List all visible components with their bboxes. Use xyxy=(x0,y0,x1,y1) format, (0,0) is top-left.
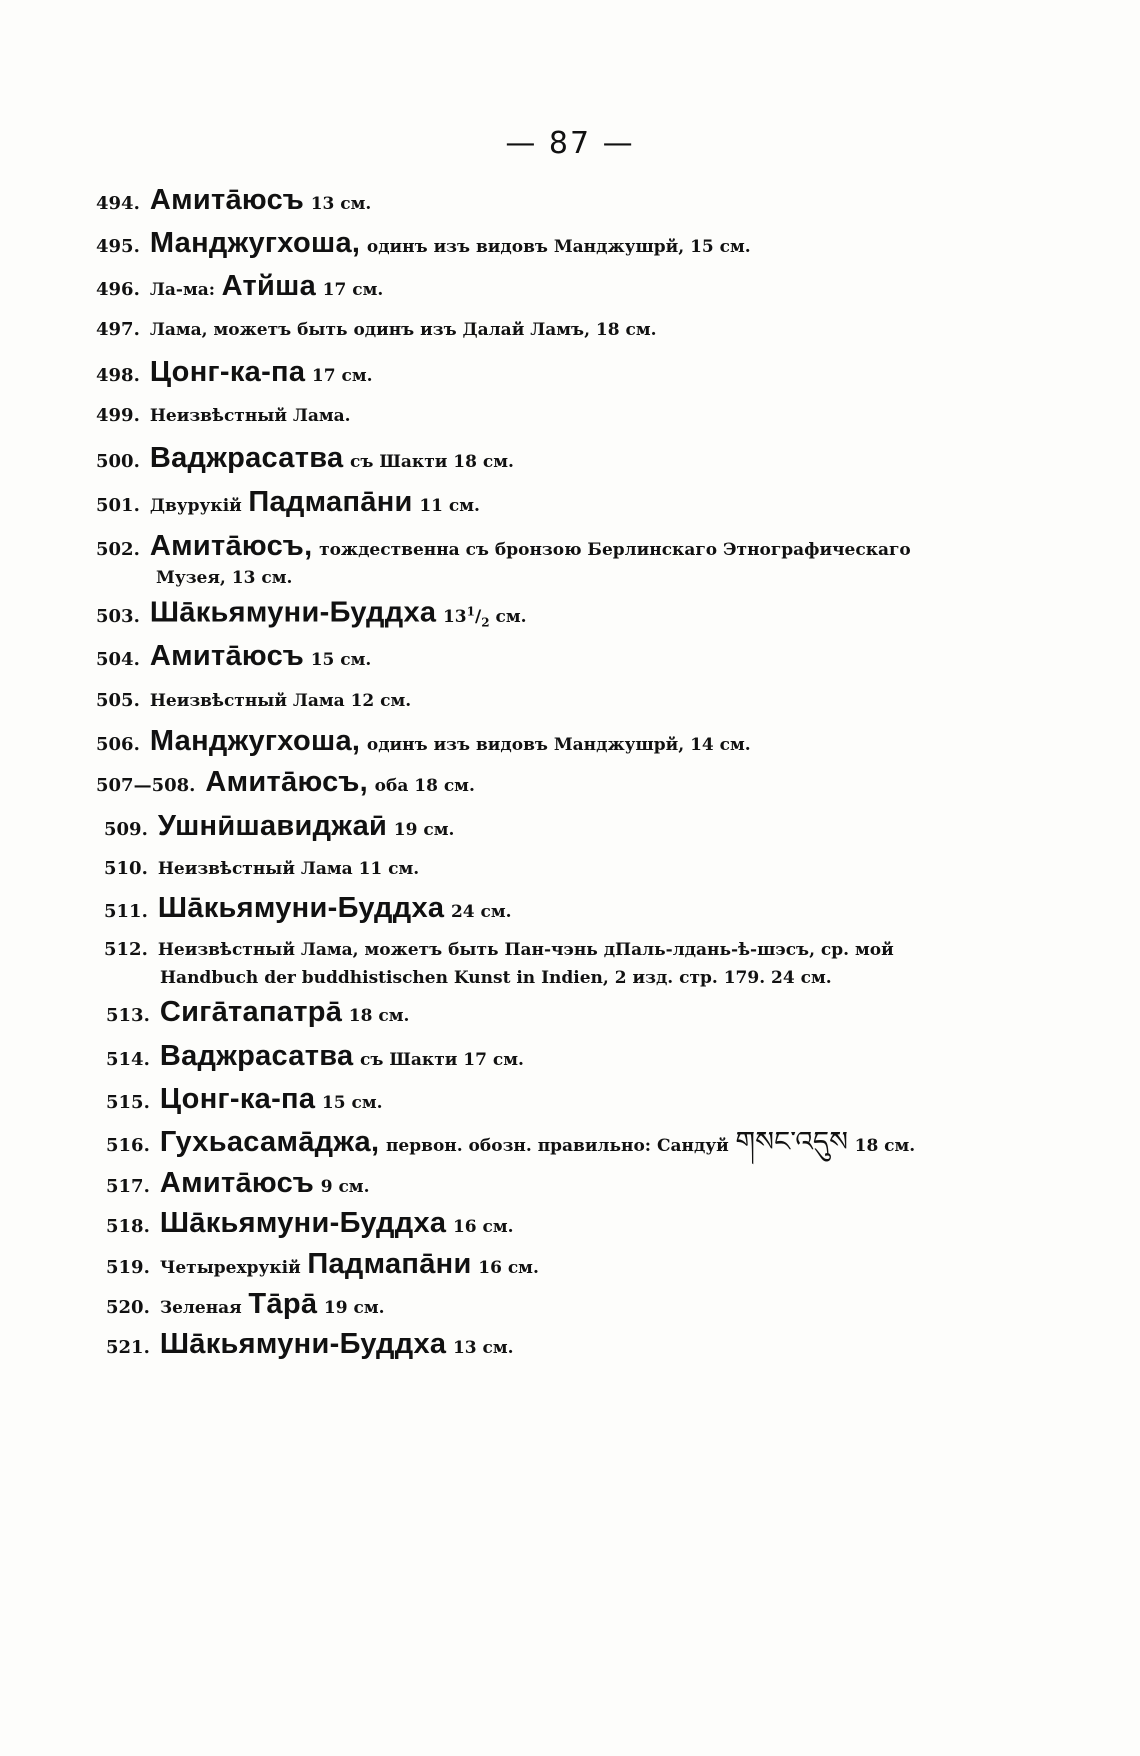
entry-name: Ваджрасатва xyxy=(149,442,344,474)
page-number: — 87 — xyxy=(505,126,635,161)
entry-number: 519. xyxy=(106,1257,150,1278)
entry-name: Амитāюсъ xyxy=(149,640,305,672)
entry-514 xyxy=(106,1042,524,1074)
entry-desc: оба 18 см. xyxy=(374,776,475,796)
entry-name: Лама, можетъ быть одинъ изъ Далай Ламъ, 18 см. xyxy=(149,320,657,340)
entry-desc: съ Шакти 17 см. xyxy=(360,1050,524,1070)
entry-520 xyxy=(106,1290,385,1322)
entry-desc: 18 см. xyxy=(348,1006,410,1026)
entry-513 xyxy=(106,998,409,1030)
entry-518 xyxy=(106,1209,514,1241)
entry-name: Амитāюсъ xyxy=(159,1167,315,1199)
entry-number: 503. xyxy=(96,605,140,627)
entry-name: Шāкьямуни-Буддха xyxy=(149,596,437,629)
entry-number: 514. xyxy=(106,1049,150,1070)
entry-desc: 19 см. xyxy=(393,820,455,840)
entry-desc: первон. обозн. правильно: Сандуй xyxy=(385,1136,729,1156)
entry-515 xyxy=(106,1085,383,1117)
entry-desc: 24 см. xyxy=(450,902,512,922)
entry-number: 512. xyxy=(104,939,148,960)
entry-number: 511. xyxy=(104,901,148,922)
entry-desc: 11 см. xyxy=(419,496,480,516)
entry-name: Ваджрасатва xyxy=(159,1040,354,1072)
entry-517 xyxy=(106,1169,370,1201)
entry-number: 509. xyxy=(104,819,148,840)
entry-511 xyxy=(104,894,512,926)
entry-498 xyxy=(96,358,373,390)
entry-501 xyxy=(96,488,480,520)
entry-name: Неизвѣстный Лама 11 см. xyxy=(157,859,420,879)
entry-503 xyxy=(96,597,527,636)
entry-name: Амитāюсъ, xyxy=(149,530,313,562)
entry-number: 494. xyxy=(96,193,140,214)
entry-number: 502. xyxy=(96,539,140,560)
entry-name: Тāрā xyxy=(248,1288,318,1320)
entry-name: Падмапāни xyxy=(307,1248,472,1280)
entry-497 xyxy=(96,315,657,344)
entry-number: 515. xyxy=(106,1092,150,1113)
entry-number: 497. xyxy=(96,319,140,340)
entry-name: Неизвѣстный Лама, можетъ быть Пан-чэнь дПаль-лдань-ѣ-шэсъ, ср. мой xyxy=(157,940,894,960)
entry-number: 521. xyxy=(106,1337,150,1358)
entry-continuation: Handbuch der buddhistischen Kunst in Indien, 2 изд. стр. 179. 24 см. xyxy=(160,968,832,988)
entry-name: Неизвѣстный Лама. xyxy=(149,406,351,426)
entry-name: Манджугхоша, xyxy=(149,227,361,259)
entry-506 xyxy=(96,727,751,759)
entry-number: 505. xyxy=(96,690,140,711)
entry-prefix: Двурукій xyxy=(149,496,242,516)
entry-512 xyxy=(104,935,894,992)
entry-name: Неизвѣстный Лама 12 см. xyxy=(149,691,412,711)
entry-500 xyxy=(96,444,514,476)
entry-number: 504. xyxy=(96,649,140,670)
entry-number: 496. xyxy=(96,279,140,300)
entry-516 xyxy=(106,1125,916,1160)
entry-494 xyxy=(96,186,371,218)
entry-desc: 15 см. xyxy=(310,650,372,670)
entry-desc: тождественна съ бронзою Берлинскаго Этнографическаго xyxy=(319,540,911,560)
entry-507-508 xyxy=(96,768,475,800)
entry-499 xyxy=(96,401,351,430)
entry-510 xyxy=(104,854,419,883)
entry-name: Цонг-ка-па xyxy=(149,356,306,388)
entry-number: 500. xyxy=(96,451,140,472)
entry-desc: 17 см. xyxy=(311,366,373,386)
entry-name: Амитāюсъ xyxy=(149,184,305,216)
entry-name: Шāкьямуни-Буддха xyxy=(159,1328,447,1360)
entry-desc: $13^1/_2$ см. xyxy=(442,604,527,630)
entry-519 xyxy=(106,1250,539,1282)
entry-desc: 13 см. xyxy=(310,194,372,214)
entry-number: 513. xyxy=(106,1005,150,1026)
entry-521 xyxy=(106,1330,514,1362)
entry-prefix: Четырехрукій xyxy=(159,1258,301,1278)
entry-number: 517. xyxy=(106,1176,150,1197)
entry-509 xyxy=(104,812,454,844)
entry-desc: съ Шакти 18 см. xyxy=(350,452,514,472)
entry-desc: 17 см. xyxy=(322,280,384,300)
entry-name: Манджугхоша, xyxy=(149,725,361,757)
entry-502 xyxy=(96,532,911,592)
entry-desc: 16 см. xyxy=(452,1217,514,1237)
entry-prefix: Ла-ма: xyxy=(149,280,216,300)
entry-number: 518. xyxy=(106,1216,150,1237)
entry-505 xyxy=(96,686,411,715)
entry-name: Падмапāни xyxy=(248,486,413,518)
entry-continuation: Музея, 13 см. xyxy=(156,568,293,588)
entry-name: Шāкьямуни-Буддха xyxy=(159,1207,447,1239)
entry-desc: 19 см. xyxy=(323,1298,385,1318)
entry-number: 501. xyxy=(96,495,140,516)
entry-name: Цонг-ка-па xyxy=(159,1083,316,1115)
tibetan-script: གསང་འདུས xyxy=(735,1125,848,1158)
entry-504 xyxy=(96,642,371,674)
entry-number: 520. xyxy=(106,1297,150,1318)
entry-495 xyxy=(96,229,751,261)
entry-desc: 15 см. xyxy=(321,1093,383,1113)
entry-name: Гухьасамāджа, xyxy=(159,1126,380,1158)
entry-name: Ушнӣшавиджаӣ xyxy=(157,810,388,842)
entry-desc: 9 см. xyxy=(320,1177,370,1197)
entry-496 xyxy=(96,272,383,304)
entry-number: 498. xyxy=(96,365,140,386)
entry-number: 506. xyxy=(96,734,140,755)
entry-desc: одинъ изъ видовъ Манджушрй, 15 см. xyxy=(366,237,751,257)
entry-number: 495. xyxy=(96,236,140,257)
entry-name: Амитāюсъ, xyxy=(205,766,369,798)
entry-number: 516. xyxy=(106,1135,150,1156)
entry-name: Атйша xyxy=(221,270,317,302)
entry-number: 507—508. xyxy=(96,775,196,796)
entry-number: 510. xyxy=(104,858,148,879)
entry-desc-after: 18 см. xyxy=(854,1136,916,1156)
entry-desc: одинъ изъ видовъ Манджушрй, 14 см. xyxy=(366,735,751,755)
entry-prefix: Зеленая xyxy=(159,1298,242,1318)
entry-number: 499. xyxy=(96,405,140,426)
entry-name: Сигāтапатрā xyxy=(159,996,343,1028)
entry-desc: 13 см. xyxy=(452,1338,514,1358)
entry-desc: 16 см. xyxy=(478,1258,539,1278)
entry-name: Шāкьямуни-Буддха xyxy=(157,892,445,924)
